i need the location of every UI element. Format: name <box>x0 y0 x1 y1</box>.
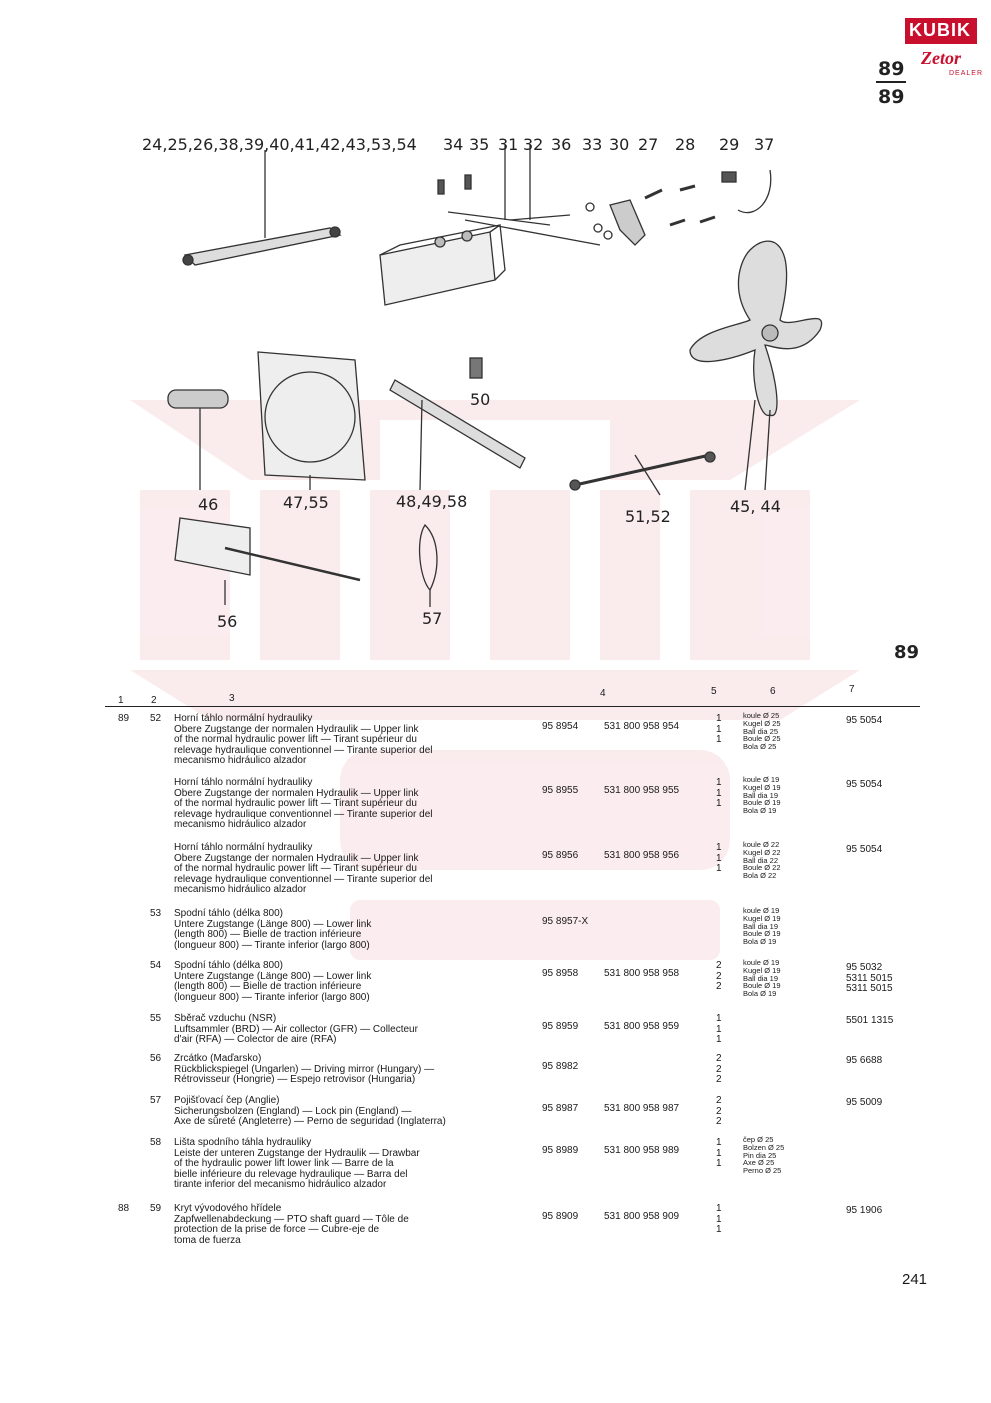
cell-notes <box>743 776 781 815</box>
quantity-value: 1 <box>716 1023 722 1035</box>
description-line: Spodní táhlo (délka 800) <box>174 908 283 919</box>
quantity-value: 1 <box>716 1034 722 1046</box>
description-line: mecanismo hidráulico alzador <box>174 884 307 896</box>
description-line: mecanismo hidráulico alzador <box>174 755 307 767</box>
cell-position: 53 <box>150 908 162 919</box>
callout-31: 31 <box>498 135 519 154</box>
cell-part-number-alt: 531 800 958 987 <box>604 1103 680 1114</box>
description-line: of the hydraulic power lift lower link — Barre de la <box>174 1158 394 1170</box>
cell-part-number-alt: 531 800 958 959 <box>604 1021 680 1032</box>
callout-27: 27 <box>638 135 659 154</box>
cell-description <box>174 778 514 831</box>
note-line: Boule Ø 22 <box>743 863 781 873</box>
cell-reference <box>846 1016 893 1027</box>
quantity-value: 1 <box>716 1213 722 1225</box>
description-line: tirante inferior del mecanismo hidráulico alzador <box>174 1179 387 1191</box>
cell-part-number: 95 8982 <box>542 1061 579 1072</box>
cell-part-number: 95 8909 <box>542 1211 579 1222</box>
kubik-zetor-logo <box>905 14 984 84</box>
cell-reference <box>846 716 882 727</box>
figure-label: 89 <box>894 642 920 663</box>
description-line: Leiste der unteren Zugstange der Hydraulik — Drawbar <box>174 1147 420 1159</box>
callout-top-left: 24,25,26,38,39,40,41,42,43,53,54 <box>142 135 417 154</box>
description-line: Sběrač vzduchu (NSR) <box>174 1013 277 1024</box>
note-line: čep Ø 25 <box>743 1135 774 1144</box>
page-number: 241 <box>902 1271 928 1288</box>
logo-dealer: DEALER <box>949 70 984 77</box>
cell-quantity <box>716 843 726 875</box>
cell-notes <box>743 841 781 880</box>
cell-notes <box>743 959 781 998</box>
callout-45-44: 45, 44 <box>730 497 781 516</box>
callout-37: 37 <box>754 135 775 154</box>
quantity-value: 1 <box>716 1158 722 1170</box>
cell-quantity <box>716 1054 726 1086</box>
cell-part-number-alt: 531 800 958 955 <box>604 785 680 796</box>
description-line: protection de la prise de force — Cubre-eje de <box>174 1224 380 1236</box>
description-line: d'air (RFA) — Colector de aire (RFA) <box>174 1034 337 1046</box>
description-line: bielle inférieure du relevage hydraulique — Barra del <box>174 1168 408 1180</box>
quantity-value: 1 <box>716 723 722 735</box>
note-line: koule Ø 25 <box>743 711 780 720</box>
description-line: relevage hydraulique conventionnel — Tirante superior del <box>174 744 433 756</box>
note-line: Ball dia 19 <box>743 790 779 800</box>
note-line: Kugel Ø 19 <box>743 913 781 923</box>
reference-value: 95 5054 <box>846 844 883 855</box>
cell-position: 54 <box>150 960 162 971</box>
callout-33: 33 <box>582 135 603 154</box>
cell-reference <box>846 1098 882 1109</box>
description-line: Obere Zugstange der normalen Hydraulik — Upper link <box>174 852 419 864</box>
cell-description <box>174 1096 514 1128</box>
callout-48-49-58: 48,49,58 <box>396 492 468 511</box>
cell-figure-ref: 88 <box>118 1203 130 1214</box>
note-line: Boule Ø 19 <box>743 929 781 939</box>
description-line: Rückblickspiegel (Ungarlen) — Driving mirror (Hungary) — <box>174 1063 435 1075</box>
cell-description <box>174 1054 514 1086</box>
cell-quantity <box>716 1096 726 1128</box>
reference-value: 5311 5015 <box>846 983 893 995</box>
cell-description <box>174 961 514 1003</box>
cell-part-number: 95 8954 <box>542 721 579 732</box>
callout-57: 57 <box>422 609 443 628</box>
cell-part-number: 95 8987 <box>542 1103 579 1114</box>
col-header-6: 6 <box>770 686 776 697</box>
cell-part-number-alt: 531 800 958 958 <box>604 968 680 979</box>
col-header-4: 4 <box>600 688 606 699</box>
quantity-value: 1 <box>716 1013 722 1024</box>
description-line: Obere Zugstange der normalen Hydraulik — Upper link <box>174 723 419 735</box>
logo-sub: Zetor <box>921 48 961 68</box>
quantity-value: 2 <box>716 1095 722 1106</box>
cell-description <box>174 843 514 896</box>
cell-part-number-alt: 531 800 958 989 <box>604 1145 680 1156</box>
reference-value: 5311 5015 <box>846 972 893 984</box>
note-line: Ball dia 19 <box>743 973 779 983</box>
cell-position: 56 <box>150 1053 162 1064</box>
figure-number-bottom: 89 <box>878 86 905 108</box>
quantity-value: 1 <box>716 1203 722 1214</box>
parts-diagram <box>130 120 830 640</box>
quantity-value: 2 <box>716 1116 722 1128</box>
description-line: Luftsammler (BRD) — Air collector (GFR) — Collecteur <box>174 1023 418 1035</box>
reference-value: 95 5054 <box>846 715 883 726</box>
callout-50: 50 <box>470 390 491 409</box>
callout-29: 29 <box>719 135 740 154</box>
col-header-2: 2 <box>151 695 157 706</box>
reference-value: 95 5054 <box>846 779 883 790</box>
note-line: Kugel Ø 19 <box>743 782 781 792</box>
cell-description <box>174 1204 514 1246</box>
description-line: (length 800) — Bielle de traction inférieure <box>174 981 362 993</box>
quantity-value: 1 <box>716 863 722 875</box>
cell-part-number-alt: 531 800 958 956 <box>604 850 680 861</box>
description-line: toma de fuerza <box>174 1234 241 1246</box>
description-line: Obere Zugstange der normalen Hydraulik — Upper link <box>174 787 419 799</box>
reference-value: 5501 1315 <box>846 1015 894 1026</box>
quantity-value: 2 <box>716 1063 722 1075</box>
note-line: Bola Ø 25 <box>743 742 777 752</box>
cell-quantity <box>716 961 726 993</box>
quantity-value: 1 <box>716 1224 722 1236</box>
note-line: Bola Ø 19 <box>743 989 777 999</box>
note-line: Bolzen Ø 25 <box>743 1142 785 1152</box>
quantity-value: 1 <box>716 787 722 799</box>
callout-56: 56 <box>217 612 238 631</box>
reference-value: 95 5032 <box>846 962 883 973</box>
note-line: Bola Ø 22 <box>743 871 777 881</box>
cell-position: 52 <box>150 713 162 724</box>
col-header-3: 3 <box>229 693 235 704</box>
description-line: of the normal hydraulic power lift — Tirant supérieur du <box>174 863 417 875</box>
quantity-value: 2 <box>716 1074 722 1086</box>
note-line: Ball dia 19 <box>743 921 779 931</box>
description-line: Sicherungsbolzen (England) — Lock pin (England) — <box>174 1105 412 1117</box>
callout-46: 46 <box>198 495 219 514</box>
cell-position: 57 <box>150 1095 162 1106</box>
cell-description <box>174 1138 514 1191</box>
cell-part-number-alt: 531 800 958 909 <box>604 1211 680 1222</box>
note-line: koule Ø 19 <box>743 906 780 915</box>
description-line: (length 800) — Bielle de traction inférieure <box>174 929 362 941</box>
cell-notes <box>743 712 781 751</box>
description-line: Zrcátko (Maďarsko) <box>174 1053 262 1064</box>
callout-28: 28 <box>675 135 696 154</box>
callout-47-55: 47,55 <box>283 493 329 512</box>
note-line: koule Ø 19 <box>743 775 780 784</box>
cell-figure-ref: 89 <box>118 713 130 724</box>
cell-part-number: 95 8989 <box>542 1145 579 1156</box>
quantity-value: 2 <box>716 1105 722 1117</box>
note-line: Boule Ø 19 <box>743 798 781 808</box>
note-line: Bola Ø 19 <box>743 937 777 947</box>
description-line: of the normal hydraulic power lift — Tirant supérieur du <box>174 798 417 810</box>
cell-description <box>174 714 514 767</box>
description-line: Pojišťovací čep (Anglie) <box>174 1095 280 1106</box>
note-line: koule Ø 22 <box>743 840 780 849</box>
description-line: Spodní táhlo (délka 800) <box>174 960 283 971</box>
callout-32: 32 <box>523 135 544 154</box>
cell-position: 59 <box>150 1203 162 1214</box>
quantity-value: 1 <box>716 777 722 788</box>
cell-description <box>174 909 514 951</box>
description-line: Untere Zugstange (Länge 800) — Lower link <box>174 918 372 930</box>
description-line: Horní táhlo normální hydrauliky <box>174 777 313 788</box>
quantity-value: 1 <box>716 842 722 853</box>
callout-34: 34 <box>443 135 464 154</box>
quantity-value: 1 <box>716 798 722 810</box>
callout-51-52: 51,52 <box>625 507 671 526</box>
callout-36: 36 <box>551 135 572 154</box>
cell-reference <box>846 845 882 856</box>
quantity-value: 1 <box>716 713 722 724</box>
reference-value: 95 6688 <box>846 1055 883 1066</box>
figure-number-top: 89 <box>878 58 905 80</box>
note-line: Boule Ø 19 <box>743 981 781 991</box>
reference-value: 95 1906 <box>846 1205 883 1216</box>
note-line: Kugel Ø 22 <box>743 847 781 857</box>
description-line: relevage hydraulique conventionnel — Tirante superior del <box>174 873 433 885</box>
quantity-value: 2 <box>716 981 722 993</box>
note-line: Kugel Ø 25 <box>743 718 781 728</box>
quantity-value: 1 <box>716 1137 722 1148</box>
description-line: Lišta spodního táhla hydrauliky <box>174 1137 312 1148</box>
quantity-value: 1 <box>716 734 722 746</box>
cell-reference <box>846 963 893 995</box>
description-line: Kryt vývodového hřídele <box>174 1203 282 1214</box>
col-header-5: 5 <box>711 686 717 697</box>
note-line: Axe Ø 25 <box>743 1158 775 1168</box>
description-line: (longueur 800) — Tirante inferior (largo 800) <box>174 991 370 1003</box>
cell-notes <box>743 1136 784 1175</box>
quantity-value: 1 <box>716 1147 722 1159</box>
description-line: Zapfwellenabdeckung — PTO shaft guard — Tôle de <box>174 1213 409 1225</box>
cell-position: 55 <box>150 1013 162 1024</box>
header-rule <box>105 706 920 707</box>
quantity-value: 2 <box>716 960 722 971</box>
cell-part-number: 95 8956 <box>542 850 579 861</box>
description-line: mecanismo hidráulico alzador <box>174 819 307 831</box>
description-line: (longueur 800) — Tirante inferior (largo 800) <box>174 939 370 951</box>
cell-part-number: 95 8957-X <box>542 916 589 927</box>
quantity-value: 2 <box>716 1053 722 1064</box>
description-line: Horní táhlo normální hydrauliky <box>174 842 313 853</box>
note-line: Ball dia 22 <box>743 855 779 865</box>
cell-quantity <box>716 1014 726 1046</box>
description-line: Untere Zugstange (Länge 800) — Lower link <box>174 970 372 982</box>
description-line: Rétrovisseur (Hongrie) — Espejo retrovisor (Hungaria) <box>174 1074 416 1086</box>
logo-brand: KUBIK <box>909 20 971 40</box>
note-line: Ball dia 25 <box>743 726 779 736</box>
cell-reference <box>846 1206 882 1217</box>
cell-quantity <box>716 714 726 746</box>
cell-quantity <box>716 778 726 810</box>
note-line: Bola Ø 19 <box>743 806 777 816</box>
note-line: Pin dia 25 <box>743 1150 777 1160</box>
cell-reference <box>846 780 882 791</box>
cell-quantity <box>716 1138 726 1170</box>
description-line: Horní táhlo normální hydrauliky <box>174 713 313 724</box>
figure-divider <box>876 81 906 83</box>
cell-part-number: 95 8959 <box>542 1021 579 1032</box>
note-line: Perno Ø 25 <box>743 1166 782 1176</box>
cell-part-number-alt: 531 800 958 954 <box>604 721 680 732</box>
cell-reference <box>846 1056 882 1067</box>
note-line: Boule Ø 25 <box>743 734 781 744</box>
quantity-value: 1 <box>716 852 722 864</box>
cell-quantity <box>716 1204 726 1236</box>
quantity-value: 2 <box>716 970 722 982</box>
cell-position: 58 <box>150 1137 162 1148</box>
description-line: of the normal hydraulic power lift — Tirant supérieur du <box>174 734 417 746</box>
col-header-1: 1 <box>118 695 124 706</box>
description-line: Axe de sûreté (Angleterre) — Perno de seguridad (Inglaterra) <box>174 1116 446 1128</box>
cell-description <box>174 1014 514 1046</box>
reference-value: 95 5009 <box>846 1097 883 1108</box>
cell-notes <box>743 907 781 946</box>
callout-30: 30 <box>609 135 630 154</box>
note-line: Kugel Ø 19 <box>743 965 781 975</box>
cell-part-number: 95 8955 <box>542 785 579 796</box>
callout-35: 35 <box>469 135 490 154</box>
col-header-7: 7 <box>849 684 855 695</box>
note-line: koule Ø 19 <box>743 958 780 967</box>
description-line: relevage hydraulique conventionnel — Tirante superior del <box>174 808 433 820</box>
cell-part-number: 95 8958 <box>542 968 579 979</box>
